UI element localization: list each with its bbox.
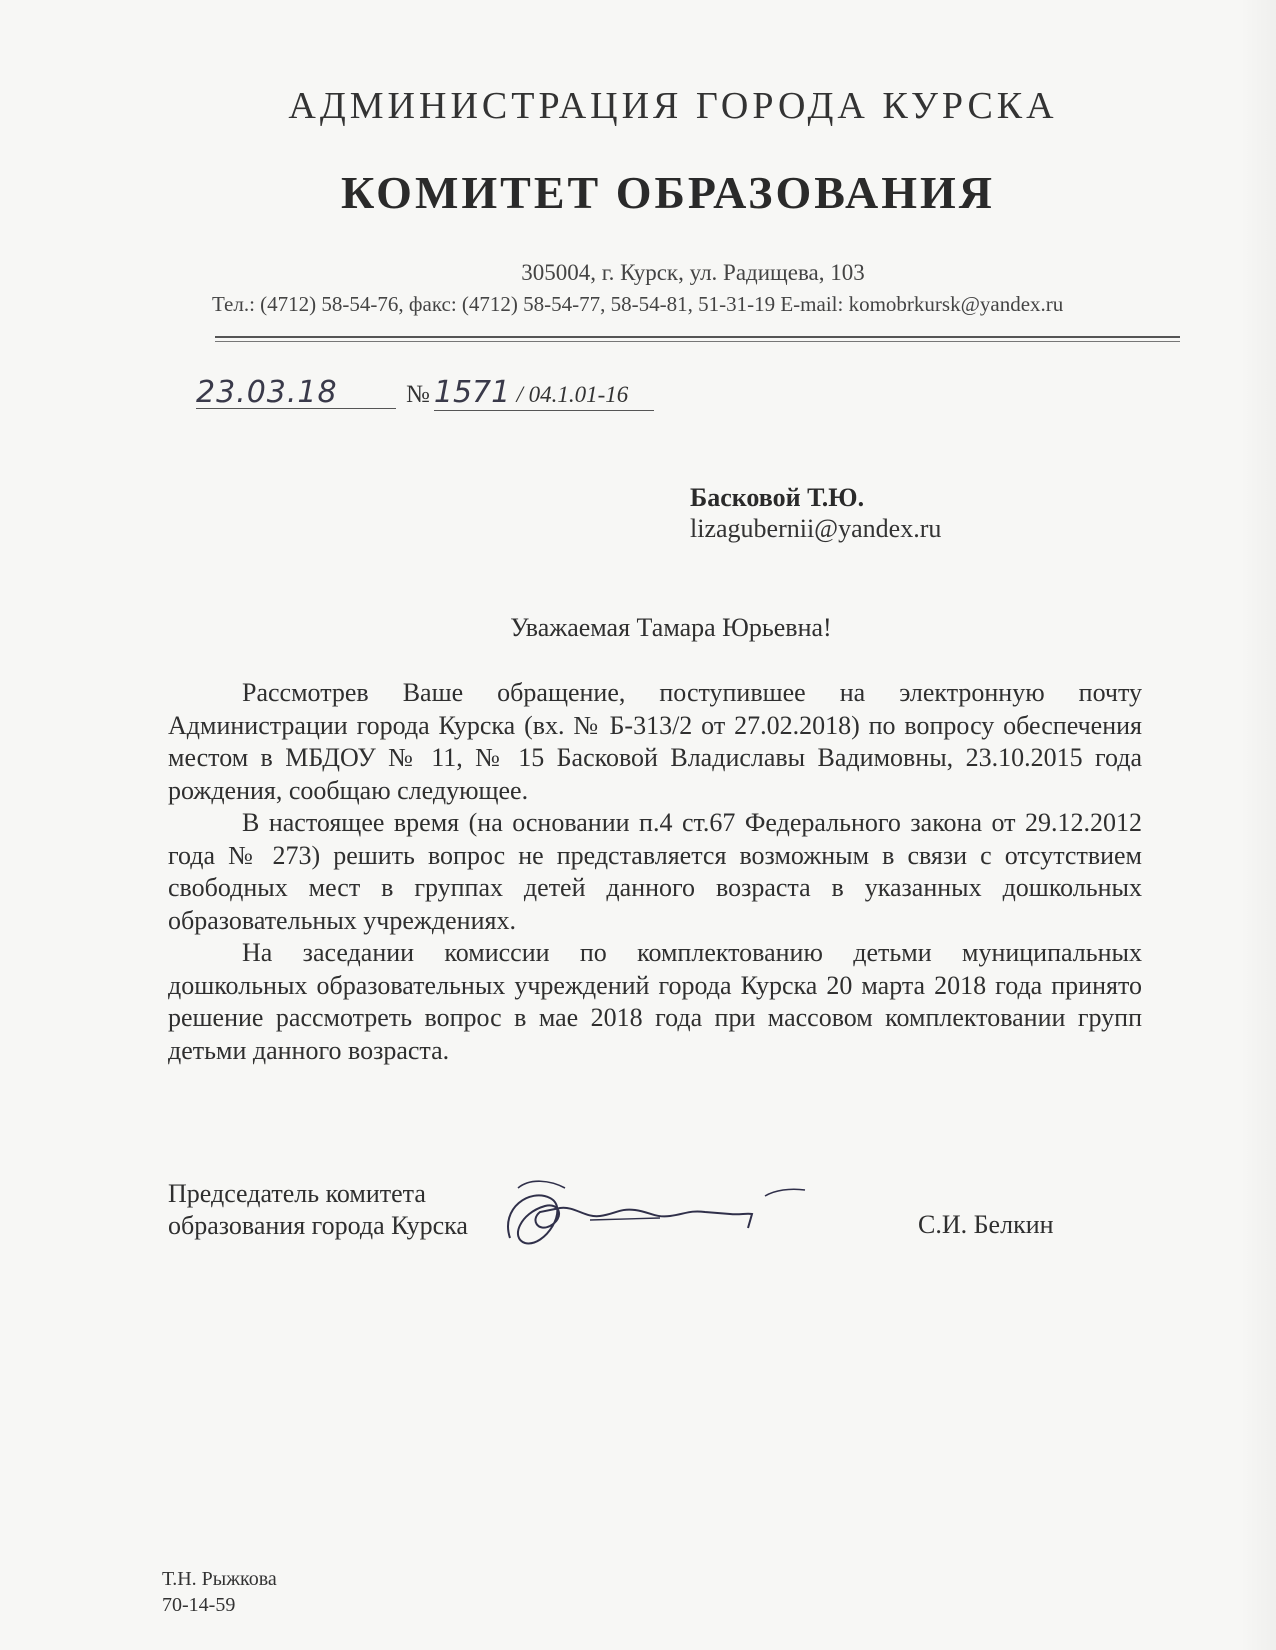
organization-name: АДМИНИСТРАЦИЯ ГОРОДА КУРСКА <box>288 85 1058 127</box>
contact-details: Тел.: (4712) 58-54-76, факс: (4712) 58-54-77, 58-54-81, 51-31-19 E-mail: komobrkursk@yandex.ru <box>212 292 1064 316</box>
recipient-name: Басковой Т.Ю. <box>690 483 865 512</box>
registration-line <box>196 375 654 411</box>
registration-number-suffix: / 04.1.01-16 <box>516 382 629 407</box>
signatory-name: С.И. Белкин <box>918 1210 1054 1239</box>
scan-edge-shadow <box>1240 0 1276 1650</box>
signatory-title-line: Председатель комитета <box>168 1179 426 1208</box>
body-paragraph: На заседании комиссии по комплектованию детьми муниципальных дошкольных образовательных учреждений города Курска 20 марта 2018 года принято решение рассмотреть вопрос в мае 2018 года при массовом комплектовании групп детьми данного возраста. <box>168 938 1142 1065</box>
handwritten-signature <box>490 1168 830 1263</box>
signatory-title <box>168 1178 468 1242</box>
executor-block <box>162 1566 277 1618</box>
header-divider-thin <box>215 341 1180 342</box>
postal-address: 305004, г. Курск, ул. Радищева, 103 <box>521 260 865 285</box>
registration-number-handwritten: 1571 <box>433 375 511 410</box>
header-divider-thick <box>215 336 1180 338</box>
signatory-title-line: образования города Курска <box>168 1211 468 1240</box>
number-sign: № <box>406 381 430 408</box>
committee-name: КОМИТЕТ ОБРАЗОВАНИЯ <box>340 167 996 218</box>
recipient-email: lizagubernii@yandex.ru <box>690 514 942 543</box>
salutation: Уважаемая Тамара Юрьевна! <box>510 613 832 642</box>
executor-name: Т.Н. Рыжкова <box>162 1568 277 1590</box>
registration-number <box>433 375 654 411</box>
body-paragraph: Рассмотрев Ваше обращение, поступившее на электронную почту Администрации города Курска (вх. № Б-313/2 от 27.02.2018) по вопросу обеспечения местом в МБДОУ № 11, № 15 Басковой Владиславы Вадимовны, 23.10.2015 года рождения, сообщаю следующее. <box>168 678 1142 805</box>
registration-date: 23.03.18 <box>196 378 396 409</box>
executor-phone: 70-14-59 <box>162 1594 236 1616</box>
letter-body <box>168 677 1142 1067</box>
body-paragraph: В настоящее время (на основании п.4 ст.67 Федерального закона от 29.12.2012 года № 273) решить вопрос не представляется возможным в связи с отсутствием свободных мест в группах детей данного возраста в указанных дошкольных образовательных учреждениях. <box>168 808 1142 935</box>
